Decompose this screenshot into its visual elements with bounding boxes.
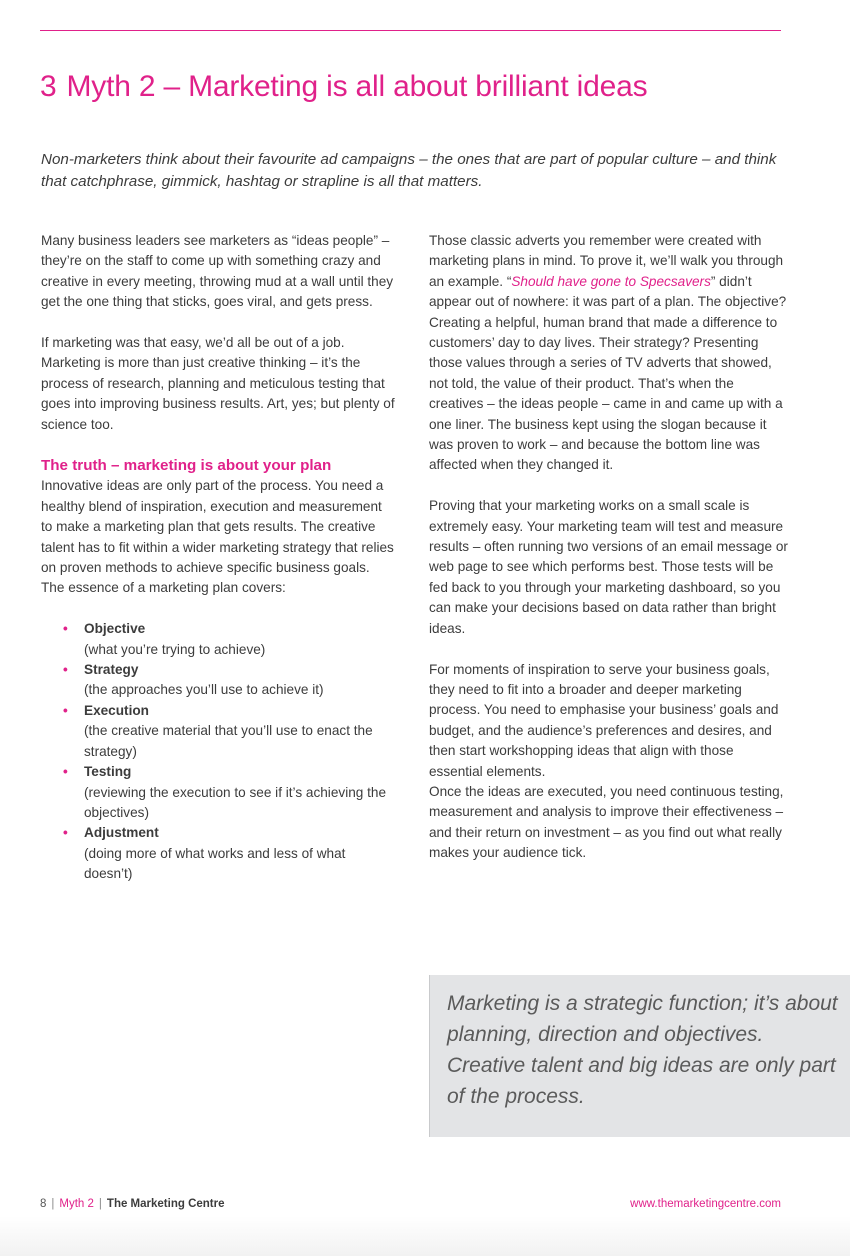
pull-quote: Marketing is a strategic function; it’s about planning, direction and objectives. Creative talent and big ideas are only part of the process.: [429, 975, 850, 1137]
list-item: [63, 701, 396, 762]
page-number: 8: [40, 1198, 47, 1210]
right-paragraph-3: For moments of inspiration to serve your business goals, they need to fit into a broader and deeper marketing process. You need to emphasise your business’ goals and budget, and the audience’s preferences and desires, and then start workshopping ideas that align with those essential elements.: [429, 661, 779, 779]
section-title: Myth 2 – Marketing is all about brilliant ideas: [66, 70, 648, 103]
list-item-description: (doing more of what works and less of what doesn’t): [84, 845, 346, 882]
list-item: [63, 823, 396, 884]
page-bottom-shade: [0, 1216, 850, 1256]
list-item: [63, 762, 396, 823]
bullet-icon: •: [63, 702, 68, 718]
left-paragraph-1: Many business leaders see marketers as “ideas people” – they’re on the staff to come up with something crazy and creative in every meeting, throwing mud at a wall until they get the one thing that sticks, goes viral, and gets press.: [41, 233, 394, 310]
plan-list: [41, 619, 396, 884]
list-item: [63, 660, 396, 701]
footer-separator: |: [51, 1198, 55, 1210]
right-paragraph-1: [429, 231, 789, 476]
right-column: [429, 231, 789, 884]
list-item-description: (the approaches you’ll use to achieve it): [84, 682, 324, 698]
list-item-term: Execution: [84, 702, 149, 718]
footer-brand: The Marketing Centre: [106, 1198, 225, 1210]
list-item-description: (what you’re trying to achieve): [84, 641, 266, 657]
footer-separator: |: [98, 1198, 102, 1210]
right-paragraph-1-intro: Those classic adverts you remember were created with marketing plans in mind. To prove it, we’ll walk you through an example. “: [429, 233, 784, 289]
footer-website-link[interactable]: www.themarketingcentre.com: [630, 1198, 781, 1210]
right-paragraph-1-rest: ” didn’t appear out of nowhere: it was part of a plan. The objective? Creating a helpful, human brand that made a difference to customers’ day to day lives. Their strategy? Presenting those values through a series of TV adverts that showed, not told, the value of their product. That’s when the creatives – the ideas people – came in and came up with a one liner. The business kept using the slogan because it was proven to work – and because the bottom line was affected when they changed it.: [429, 273, 787, 473]
list-item-description: (the creative material that you’ll use to enact the strategy): [84, 723, 373, 759]
lead-paragraph: Non-marketers think about their favourite ad campaigns – the ones that are part of popular culture – and think that catchphrase, gimmick, hashtag or strapline is all that matters.: [41, 151, 777, 190]
bullet-icon: •: [63, 621, 68, 637]
section-number: 3: [40, 70, 57, 103]
left-paragraph-3: Innovative ideas are only part of the process. You need a healthy blend of inspiration, execution and measurement to make a marketing plan that gets results. The creative talent has to fit within a wider marketing strategy that relies on proven methods to achieve specific business goals. The essence of a marketing plan covers:: [41, 478, 394, 596]
list-item-term: Objective: [84, 621, 146, 637]
subheading: The truth – marketing is about your plan: [41, 457, 332, 475]
list-item-term: Testing: [84, 764, 132, 780]
left-column: [41, 231, 396, 885]
bullet-icon: •: [63, 825, 68, 841]
bullet-icon: •: [63, 764, 68, 780]
right-paragraph-4: Once the ideas are executed, you need continuous testing, measurement and analysis to improve their effectiveness – and their return on investment – as you find out what really makes your audience tick.: [429, 783, 784, 861]
slogan-quote: Should have gone to Specsavers: [511, 273, 711, 289]
list-item: [63, 619, 396, 660]
list-item-term: Strategy: [84, 662, 139, 678]
right-paragraph-2: Proving that your marketing works on a small scale is extremely easy. Your marketing team will test and measure results – often running two versions of an email message or web page to see which performs best. Those tests will be fed back to you through your marketing dashboard, so you can make your decisions based on data rather than bright ideas.: [429, 498, 788, 636]
left-paragraph-2: If marketing was that easy, we’d all be out of a job. Marketing is more than just creative thinking – it’s the process of research, planning and meticulous testing that goes into improving business results. Art, yes; but plenty of science too.: [41, 335, 395, 432]
list-item-description: (reviewing the execution to see if it’s achieving the objectives): [84, 784, 387, 820]
page-title: [40, 70, 647, 104]
bullet-icon: •: [63, 662, 68, 678]
footer-section: Myth 2: [59, 1198, 94, 1210]
list-item-term: Adjustment: [84, 825, 159, 841]
top-rule: [40, 30, 781, 31]
footer-left: [40, 1197, 225, 1211]
